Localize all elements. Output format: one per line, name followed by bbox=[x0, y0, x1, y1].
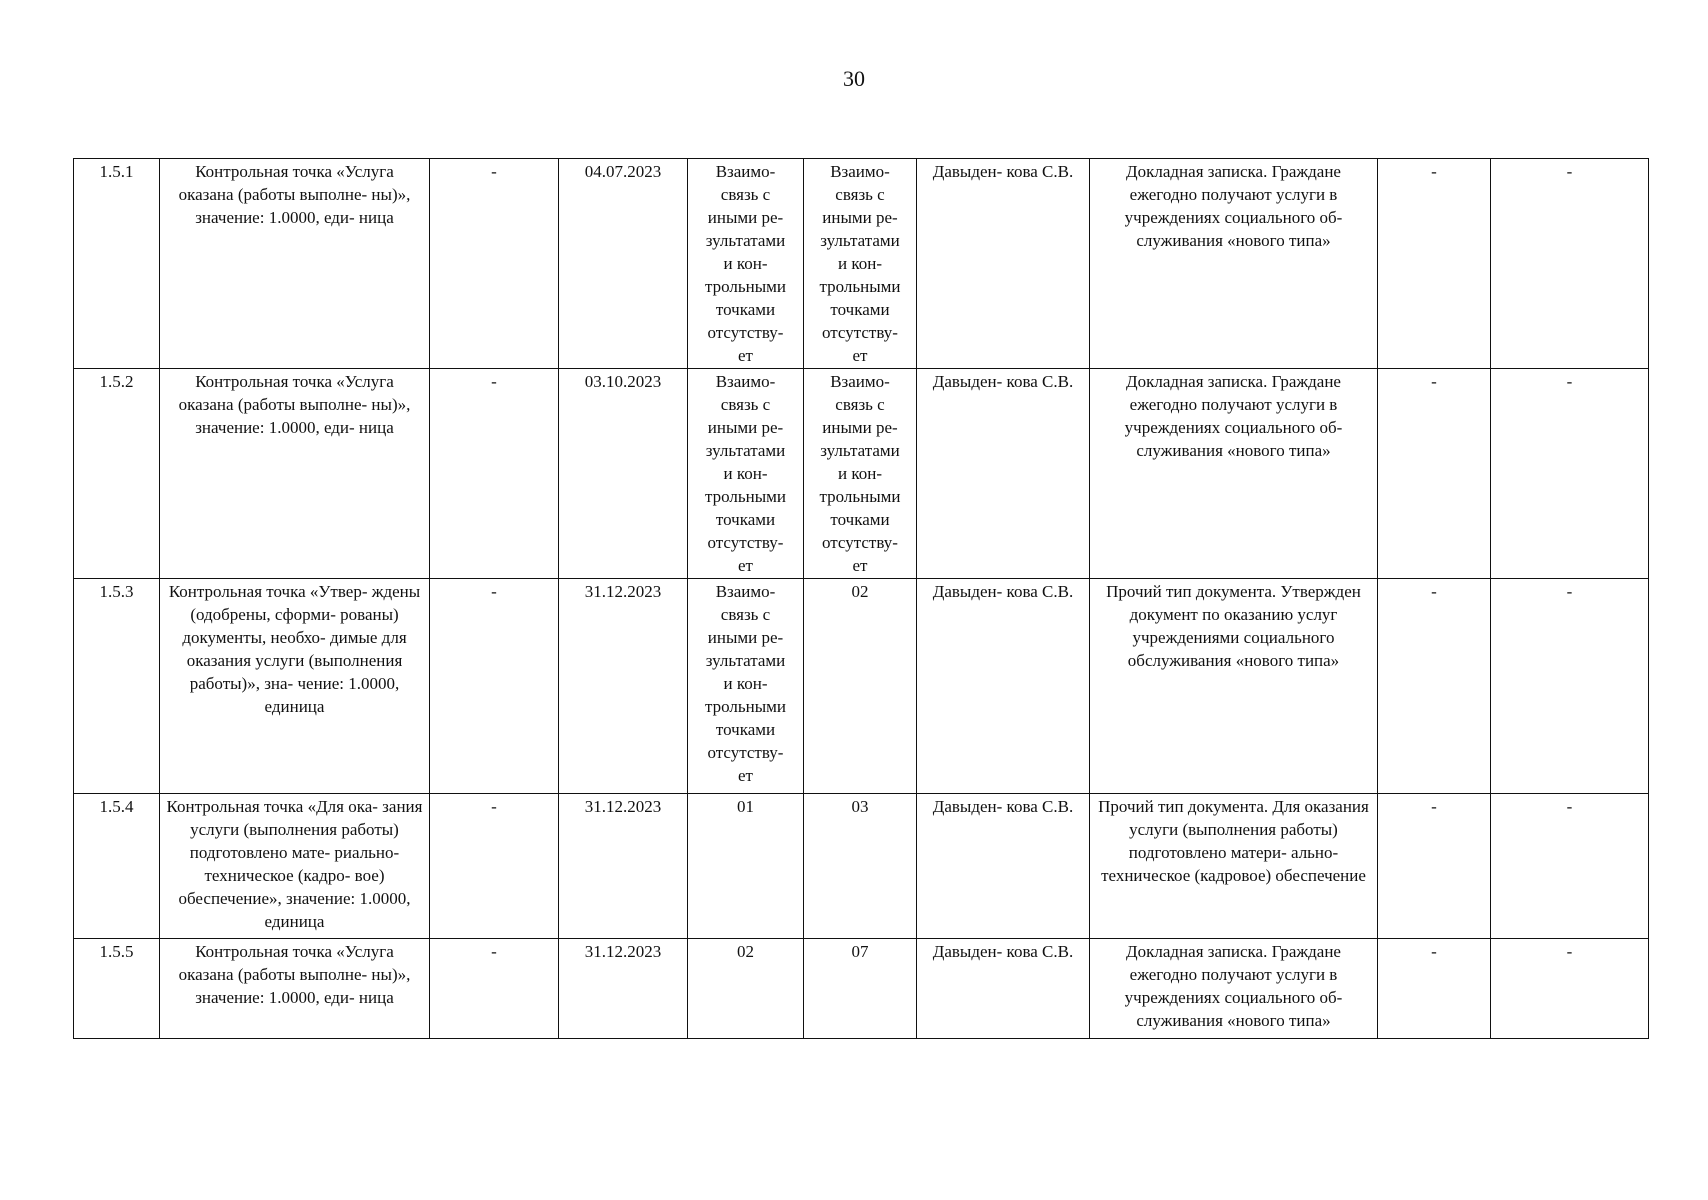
cell-line: зультатами bbox=[705, 441, 786, 460]
cell-dash: - bbox=[1491, 369, 1649, 579]
successor-link bbox=[804, 369, 917, 579]
deadline-date: 04.07.2023 bbox=[559, 159, 688, 369]
cell-line: ет bbox=[738, 556, 753, 575]
cell-line: отсутству- bbox=[822, 533, 898, 552]
control-point-description: Контрольная точка «Услуга оказана (работы выполне- ны)», значение: 1.0000, еди- ница bbox=[160, 939, 430, 1039]
cell-line: 02 bbox=[737, 942, 754, 961]
cell-line: Взаимо- bbox=[715, 582, 776, 601]
cell-line: Взаимо- bbox=[715, 372, 776, 391]
table-row bbox=[74, 369, 1649, 579]
cell-line: и кон- bbox=[723, 464, 768, 483]
cell-dash: - bbox=[430, 159, 559, 369]
predecessor-link bbox=[688, 579, 804, 794]
cell-dash: - bbox=[1491, 939, 1649, 1039]
cell-line: ет bbox=[852, 346, 868, 365]
cell-line: зультатами bbox=[820, 441, 900, 460]
cell-line: связь с bbox=[720, 605, 771, 624]
deadline-date: 31.12.2023 bbox=[559, 794, 688, 939]
cell-line: зультатами bbox=[820, 231, 900, 250]
document-type: Докладная записка. Граждане ежегодно получают услуги в учреждениях социального об- служивания «нового типа» bbox=[1090, 369, 1378, 579]
table-row bbox=[74, 939, 1649, 1039]
document-type: Докладная записка. Граждане ежегодно получают услуги в учреждениях социального об- служивания «нового типа» bbox=[1090, 159, 1378, 369]
cell-line: связь с bbox=[720, 395, 771, 414]
successor-link bbox=[804, 579, 917, 794]
cell-line: трольными bbox=[704, 277, 787, 296]
cell-dash: - bbox=[1378, 369, 1491, 579]
document-type: Прочий тип документа. Для оказания услуги (выполнения работы) подготовлено матери- ально-техническое (кадровое) обеспечение bbox=[1090, 794, 1378, 939]
deadline-date: 31.12.2023 bbox=[559, 939, 688, 1039]
predecessor-link bbox=[688, 369, 804, 579]
cell-line: связь с bbox=[835, 185, 885, 204]
cell-dash: - bbox=[1491, 159, 1649, 369]
cell-line: отсутству- bbox=[707, 533, 784, 552]
cell-dash: - bbox=[1378, 939, 1491, 1039]
cell-line: точками bbox=[715, 300, 776, 319]
responsible-person: Давыден- кова С.В. bbox=[917, 794, 1090, 939]
cell-line: трольными bbox=[819, 277, 901, 296]
cell-line: ет bbox=[852, 556, 868, 575]
cell-dash: - bbox=[430, 794, 559, 939]
cell-line: иными ре- bbox=[822, 418, 898, 437]
table-row bbox=[74, 159, 1649, 369]
responsible-person: Давыден- кова С.В. bbox=[917, 579, 1090, 794]
cell-dash: - bbox=[1491, 794, 1649, 939]
cell-line: отсутству- bbox=[707, 743, 784, 762]
responsible-person: Давыден- кова С.В. bbox=[917, 369, 1090, 579]
cell-line: 03 bbox=[851, 797, 869, 816]
cell-line: Взаимо- bbox=[830, 372, 890, 391]
deadline-date: 03.10.2023 bbox=[559, 369, 688, 579]
table-row bbox=[74, 794, 1649, 939]
control-point-description: Контрольная точка «Услуга оказана (работы выполне- ны)», значение: 1.0000, еди- ница bbox=[160, 159, 430, 369]
table-row bbox=[74, 579, 1649, 794]
cell-line: иными ре- bbox=[707, 628, 784, 647]
row-number: 1.5.3 bbox=[74, 579, 160, 794]
control-point-description: Контрольная точка «Услуга оказана (работы выполне- ны)», значение: 1.0000, еди- ница bbox=[160, 369, 430, 579]
cell-line: точками bbox=[715, 510, 776, 529]
deadline-date: 31.12.2023 bbox=[559, 579, 688, 794]
cell-line: отсутству- bbox=[822, 323, 898, 342]
cell-line: ет bbox=[738, 346, 753, 365]
cell-line: зультатами bbox=[705, 651, 786, 670]
control-point-description: Контрольная точка «Для ока- зания услуги (выполнения работы) подготовлено мате- риально-техническое (кадро- вое) обеспечение», значение: 1.0000, единица bbox=[160, 794, 430, 939]
cell-line: трольными bbox=[704, 487, 787, 506]
responsible-person: Давыден- кова С.В. bbox=[917, 939, 1090, 1039]
cell-line: 01 bbox=[737, 797, 754, 816]
cell-line: ет bbox=[738, 766, 753, 785]
successor-link bbox=[804, 159, 917, 369]
cell-line: трольными bbox=[819, 487, 901, 506]
responsible-person: Давыден- кова С.В. bbox=[917, 159, 1090, 369]
cell-line: точками bbox=[830, 300, 890, 319]
cell-line: зультатами bbox=[705, 231, 786, 250]
cell-line: связь с bbox=[720, 185, 771, 204]
table-body bbox=[74, 159, 1649, 1039]
cell-line: точками bbox=[830, 510, 890, 529]
cell-line: иными ре- bbox=[707, 208, 784, 227]
cell-dash: - bbox=[1378, 159, 1491, 369]
cell-line: трольными bbox=[704, 697, 787, 716]
successor-link bbox=[804, 939, 917, 1039]
cell-line: иными ре- bbox=[707, 418, 784, 437]
predecessor-link bbox=[688, 939, 804, 1039]
cell-line: Взаимо- bbox=[830, 162, 890, 181]
cell-dash: - bbox=[430, 369, 559, 579]
document-type: Прочий тип документа. Утвержден документ по оказанию услуг учреждениями социального обслуживания «нового типа» bbox=[1090, 579, 1378, 794]
cell-line: Взаимо- bbox=[715, 162, 776, 181]
predecessor-link bbox=[688, 159, 804, 369]
cell-line: 02 bbox=[851, 582, 869, 601]
row-number: 1.5.5 bbox=[74, 939, 160, 1039]
document-type: Докладная записка. Граждане ежегодно получают услуги в учреждениях социального об- служивания «нового типа» bbox=[1090, 939, 1378, 1039]
cell-line: иными ре- bbox=[822, 208, 898, 227]
cell-line: и кон- bbox=[837, 254, 882, 273]
successor-link bbox=[804, 794, 917, 939]
cell-line: точками bbox=[715, 720, 776, 739]
cell-line: отсутству- bbox=[707, 323, 784, 342]
cell-dash: - bbox=[430, 579, 559, 794]
cell-dash: - bbox=[1491, 579, 1649, 794]
cell-line: и кон- bbox=[723, 674, 768, 693]
control-points-table bbox=[73, 158, 1649, 1039]
cell-line: и кон- bbox=[723, 254, 768, 273]
cell-line: и кон- bbox=[837, 464, 882, 483]
cell-dash: - bbox=[430, 939, 559, 1039]
cell-dash: - bbox=[1378, 794, 1491, 939]
page-number: 30 bbox=[843, 66, 865, 91]
row-number: 1.5.1 bbox=[74, 159, 160, 369]
predecessor-link bbox=[688, 794, 804, 939]
cell-dash: - bbox=[1378, 579, 1491, 794]
row-number: 1.5.2 bbox=[74, 369, 160, 579]
cell-line: 07 bbox=[851, 942, 869, 961]
control-point-description: Контрольная точка «Утвер- ждены (одобрены, сформи- рованы) документы, необхо- димые для оказания услуги (выполнения работы)», зна- чение: 1.0000, единица bbox=[160, 579, 430, 794]
cell-line: связь с bbox=[835, 395, 885, 414]
row-number: 1.5.4 bbox=[74, 794, 160, 939]
